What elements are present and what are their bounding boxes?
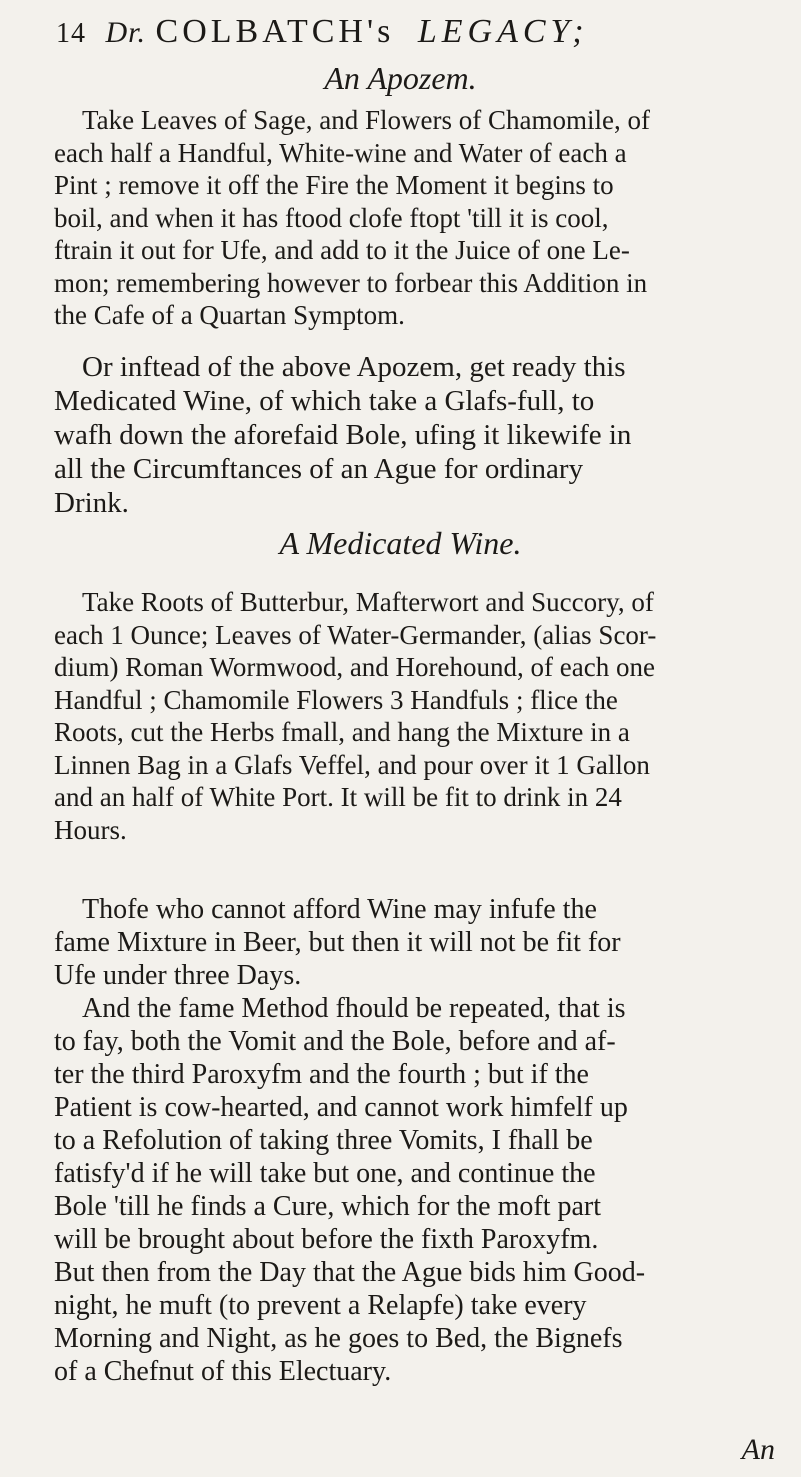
text-line: boil, and when it has ftood clofe ftopt 'till it is cool, bbox=[54, 202, 609, 233]
text-line: Roots, cut the Herbs fmall, and hang the Mixture in a bbox=[54, 717, 630, 747]
text-line: Pint ; remove it off the Fire the Moment it begins to bbox=[54, 170, 614, 200]
text-line: dium) Roman Wormwood, and Horehound, of each one bbox=[54, 652, 655, 682]
text-line: Thofe who cannot afford Wine may infufe the bbox=[82, 894, 597, 925]
text-line: Ufe under three Days. bbox=[54, 960, 302, 991]
paragraph-alternative bbox=[54, 350, 760, 520]
paragraph-apozem bbox=[54, 104, 760, 332]
text-line: ftrain it out for Ufe, and add to it the Juice of one Le- bbox=[54, 235, 630, 265]
text-line: to a Refolution of taking three Vomits, I fhall be bbox=[54, 1125, 593, 1156]
text-line: Linnen Bag in a Glafs Veffel, and pour over it 1 Gallon bbox=[54, 749, 650, 780]
text-line: each 1 Ounce; Leaves of Water-Germander, (alias Scor- bbox=[54, 619, 657, 650]
text-line: Morning and Night, as he goes to Bed, the Bignefs bbox=[54, 1323, 623, 1354]
text-line: Take Leaves of Sage, and Flowers of Chamomile, of bbox=[82, 105, 650, 135]
catchword: An bbox=[741, 1433, 775, 1466]
text-line: of a Chefnut of this Electuary. bbox=[54, 1356, 392, 1387]
text-line: And the fame Method fhould be repeated, that is bbox=[82, 993, 626, 1024]
text-line: Take Roots of Butterbur, Mafterwort and Succory, of bbox=[82, 587, 654, 617]
text-line: Patient is cow-hearted, and cannot work himfelf up bbox=[54, 1092, 628, 1123]
text-line: Or inftead of the above Apozem, get ready this bbox=[82, 351, 626, 383]
author-abbrev: Dr. bbox=[105, 16, 147, 49]
page-number: 14 bbox=[56, 18, 86, 49]
text-line: will be brought about before the fixth Paroxyfm. bbox=[54, 1224, 599, 1255]
section-heading-apozem: An Apozem. bbox=[324, 60, 477, 96]
text-line: mon; remembering however to forbear this Addition in bbox=[54, 267, 648, 298]
paragraph-medicated-wine bbox=[54, 586, 760, 846]
text-line: Medicated Wine, of which take a Glafs-full, to bbox=[54, 385, 595, 417]
text-line: fatisfy'd if he will take but one, and continue the bbox=[54, 1158, 596, 1189]
text-line: wafh down the aforefaid Bole, ufing it likewife in bbox=[54, 419, 632, 451]
text-line: Hours. bbox=[54, 814, 127, 845]
text-line: Handful ; Chamomile Flowers 3 Handfuls ; flice the bbox=[54, 684, 618, 715]
author-name: COLBATCH's bbox=[155, 13, 395, 50]
paragraph-beer-and-method bbox=[54, 893, 760, 1388]
text-line: But then from the Day that the Ague bids him Good- bbox=[54, 1257, 646, 1288]
running-head bbox=[56, 10, 756, 56]
text-line: night, he muft (to prevent a Relapfe) take every bbox=[54, 1290, 587, 1321]
text-line: the Cafe of a Quartan Symptom. bbox=[54, 300, 405, 330]
text-line: ter the third Paroxyfm and the fourth ; but if the bbox=[54, 1059, 589, 1090]
text-line: and an half of White Port. It will be fit to drink in 24 bbox=[54, 782, 622, 812]
book-title: LEGACY; bbox=[417, 13, 589, 50]
section-heading-medicated-wine: A Medicated Wine. bbox=[279, 525, 522, 561]
text-line: all the Circumftances of an Ague for ordinary bbox=[54, 453, 584, 485]
text-line: to fay, both the Vomit and the Bole, before and af- bbox=[54, 1026, 616, 1057]
text-line: Drink. bbox=[54, 487, 129, 519]
text-line: fame Mixture in Beer, but then it will not be fit for bbox=[54, 927, 621, 958]
text-line: each half a Handful, White-wine and Water of each a bbox=[54, 137, 627, 168]
text-line: Bole 'till he finds a Cure, which for the moft part bbox=[54, 1191, 602, 1222]
